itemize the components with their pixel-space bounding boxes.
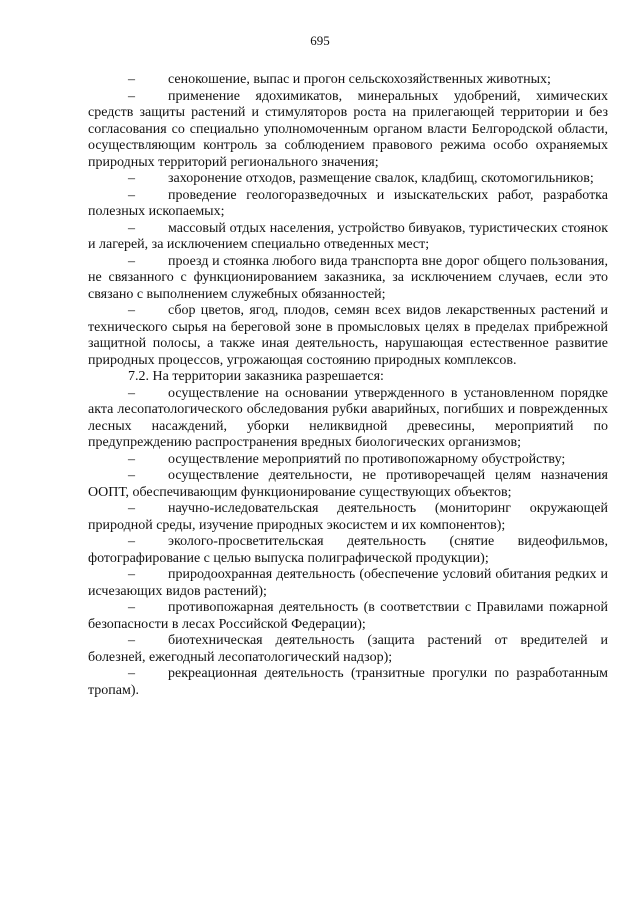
list-item — [88, 501, 608, 534]
dash-marker: – — [128, 171, 135, 186]
list-item — [88, 72, 608, 89]
dash-marker: – — [128, 567, 135, 582]
dash-marker: – — [128, 88, 135, 104]
dash-marker: – — [128, 600, 135, 615]
list-item — [88, 221, 608, 254]
dash-marker: – — [128, 501, 135, 516]
dash-marker: – — [128, 253, 135, 269]
list-item — [88, 452, 608, 469]
dash-marker: – — [128, 666, 135, 681]
section-heading: 7.2. На территории заказника разрешается: — [128, 369, 384, 384]
list-item-text: биотехническая деятельность (защита растений от вредителей и болезней, ежегодный лесопатологический надзор); — [88, 633, 608, 665]
allowed-list — [88, 386, 608, 700]
list-item-text: применение ядохимикатов, минеральных удобрений, химических средств защиты растений и стимуляторов роста на прилегающей территории и без согласования со специально уполномоченным органом власти Белгородской области, осуществляющим контроль за соблюдением правового режима особо охраняемых природных территорий регионального значения; — [88, 88, 608, 170]
dash-marker: – — [128, 468, 135, 483]
list-item-text: сбор цветов, ягод, плодов, семян всех видов лекарственных растений и технического сырья на береговой зоне в промысловых целях в пределах прибрежной защитной полосы, а также иная деятельность, нарушающая естественное развитие природных процессов, угрожающая состоянию природных комплексов. — [88, 303, 608, 368]
dash-marker: – — [128, 451, 135, 467]
list-item-text: эколого-просветительская деятельность (снятие видеофильмов, фотографирование с целью выпуска полиграфической продукции); — [88, 534, 608, 566]
dash-marker: – — [128, 220, 135, 236]
list-item-text: осуществление на основании утвержденного в установленном порядке акта лесопатологического обследования рубки аварийных, погибших и поврежденных лесных насаждений, уборки неликвидной древесины, мероприятий по предупреждению распространения вредных биологических организмов; — [88, 385, 608, 450]
dash-marker: – — [128, 187, 135, 203]
list-item-text: проезд и стоянка любого вида транспорта вне дорог общего пользования, не связанного с функционированием заказника, за исключением случаев, если это связано с выполнением служебных обязанностей; — [88, 253, 608, 302]
dash-marker: – — [128, 633, 135, 648]
list-item — [88, 600, 608, 633]
dash-marker: – — [128, 303, 135, 318]
list-item — [88, 89, 608, 172]
page-number: 695 — [310, 33, 330, 48]
list-item-text: природоохранная деятельность (обеспечение условий обитания редких и исчезающих видов растений); — [88, 567, 608, 599]
list-item — [88, 633, 608, 666]
list-item — [88, 534, 608, 567]
list-item-text: научно-иследовательская деятельность (мониторинг окружающей природной среды, изучение природных экосистем и их компонентов); — [88, 501, 608, 533]
document-body — [88, 72, 608, 699]
list-item-text: сенокошение, выпас и прогон сельскохозяйственных животных; — [168, 72, 551, 87]
dash-marker: – — [128, 385, 135, 401]
list-item-text: противопожарная деятельность (в соответствии с Правилами пожарной безопасности в лесах Российской Федерации); — [88, 600, 608, 632]
list-item-text: массовый отдых населения, устройство бивуаков, туристических стоянок и лагерей, за исключением специально отведенных мест; — [88, 220, 608, 252]
list-item-text: захоронение отходов, размещение свалок, кладбищ, скотомогильников; — [168, 171, 594, 186]
list-item-text: проведение геологоразведочных и изыскательских работ, разработка полезных ископаемых; — [88, 187, 608, 219]
list-item-text: рекреационная деятельность (транзитные прогулки по разработанным тропам). — [88, 666, 608, 698]
list-item — [88, 666, 608, 699]
dash-marker: – — [128, 534, 135, 549]
list-item — [88, 468, 608, 501]
list-item — [88, 386, 608, 452]
list-item — [88, 303, 608, 369]
list-item-text: осуществление деятельности, не противоречащей целям назначения ООПТ, обеспечивающим функционирование существующих объектов; — [88, 468, 608, 500]
list-item — [88, 254, 608, 304]
list-item-text: осуществление мероприятий по противопожарному обустройству; — [168, 451, 566, 467]
list-item — [88, 171, 608, 188]
prohibited-list — [88, 72, 608, 369]
list-item — [88, 188, 608, 221]
list-item — [88, 567, 608, 600]
dash-marker: – — [128, 72, 135, 87]
